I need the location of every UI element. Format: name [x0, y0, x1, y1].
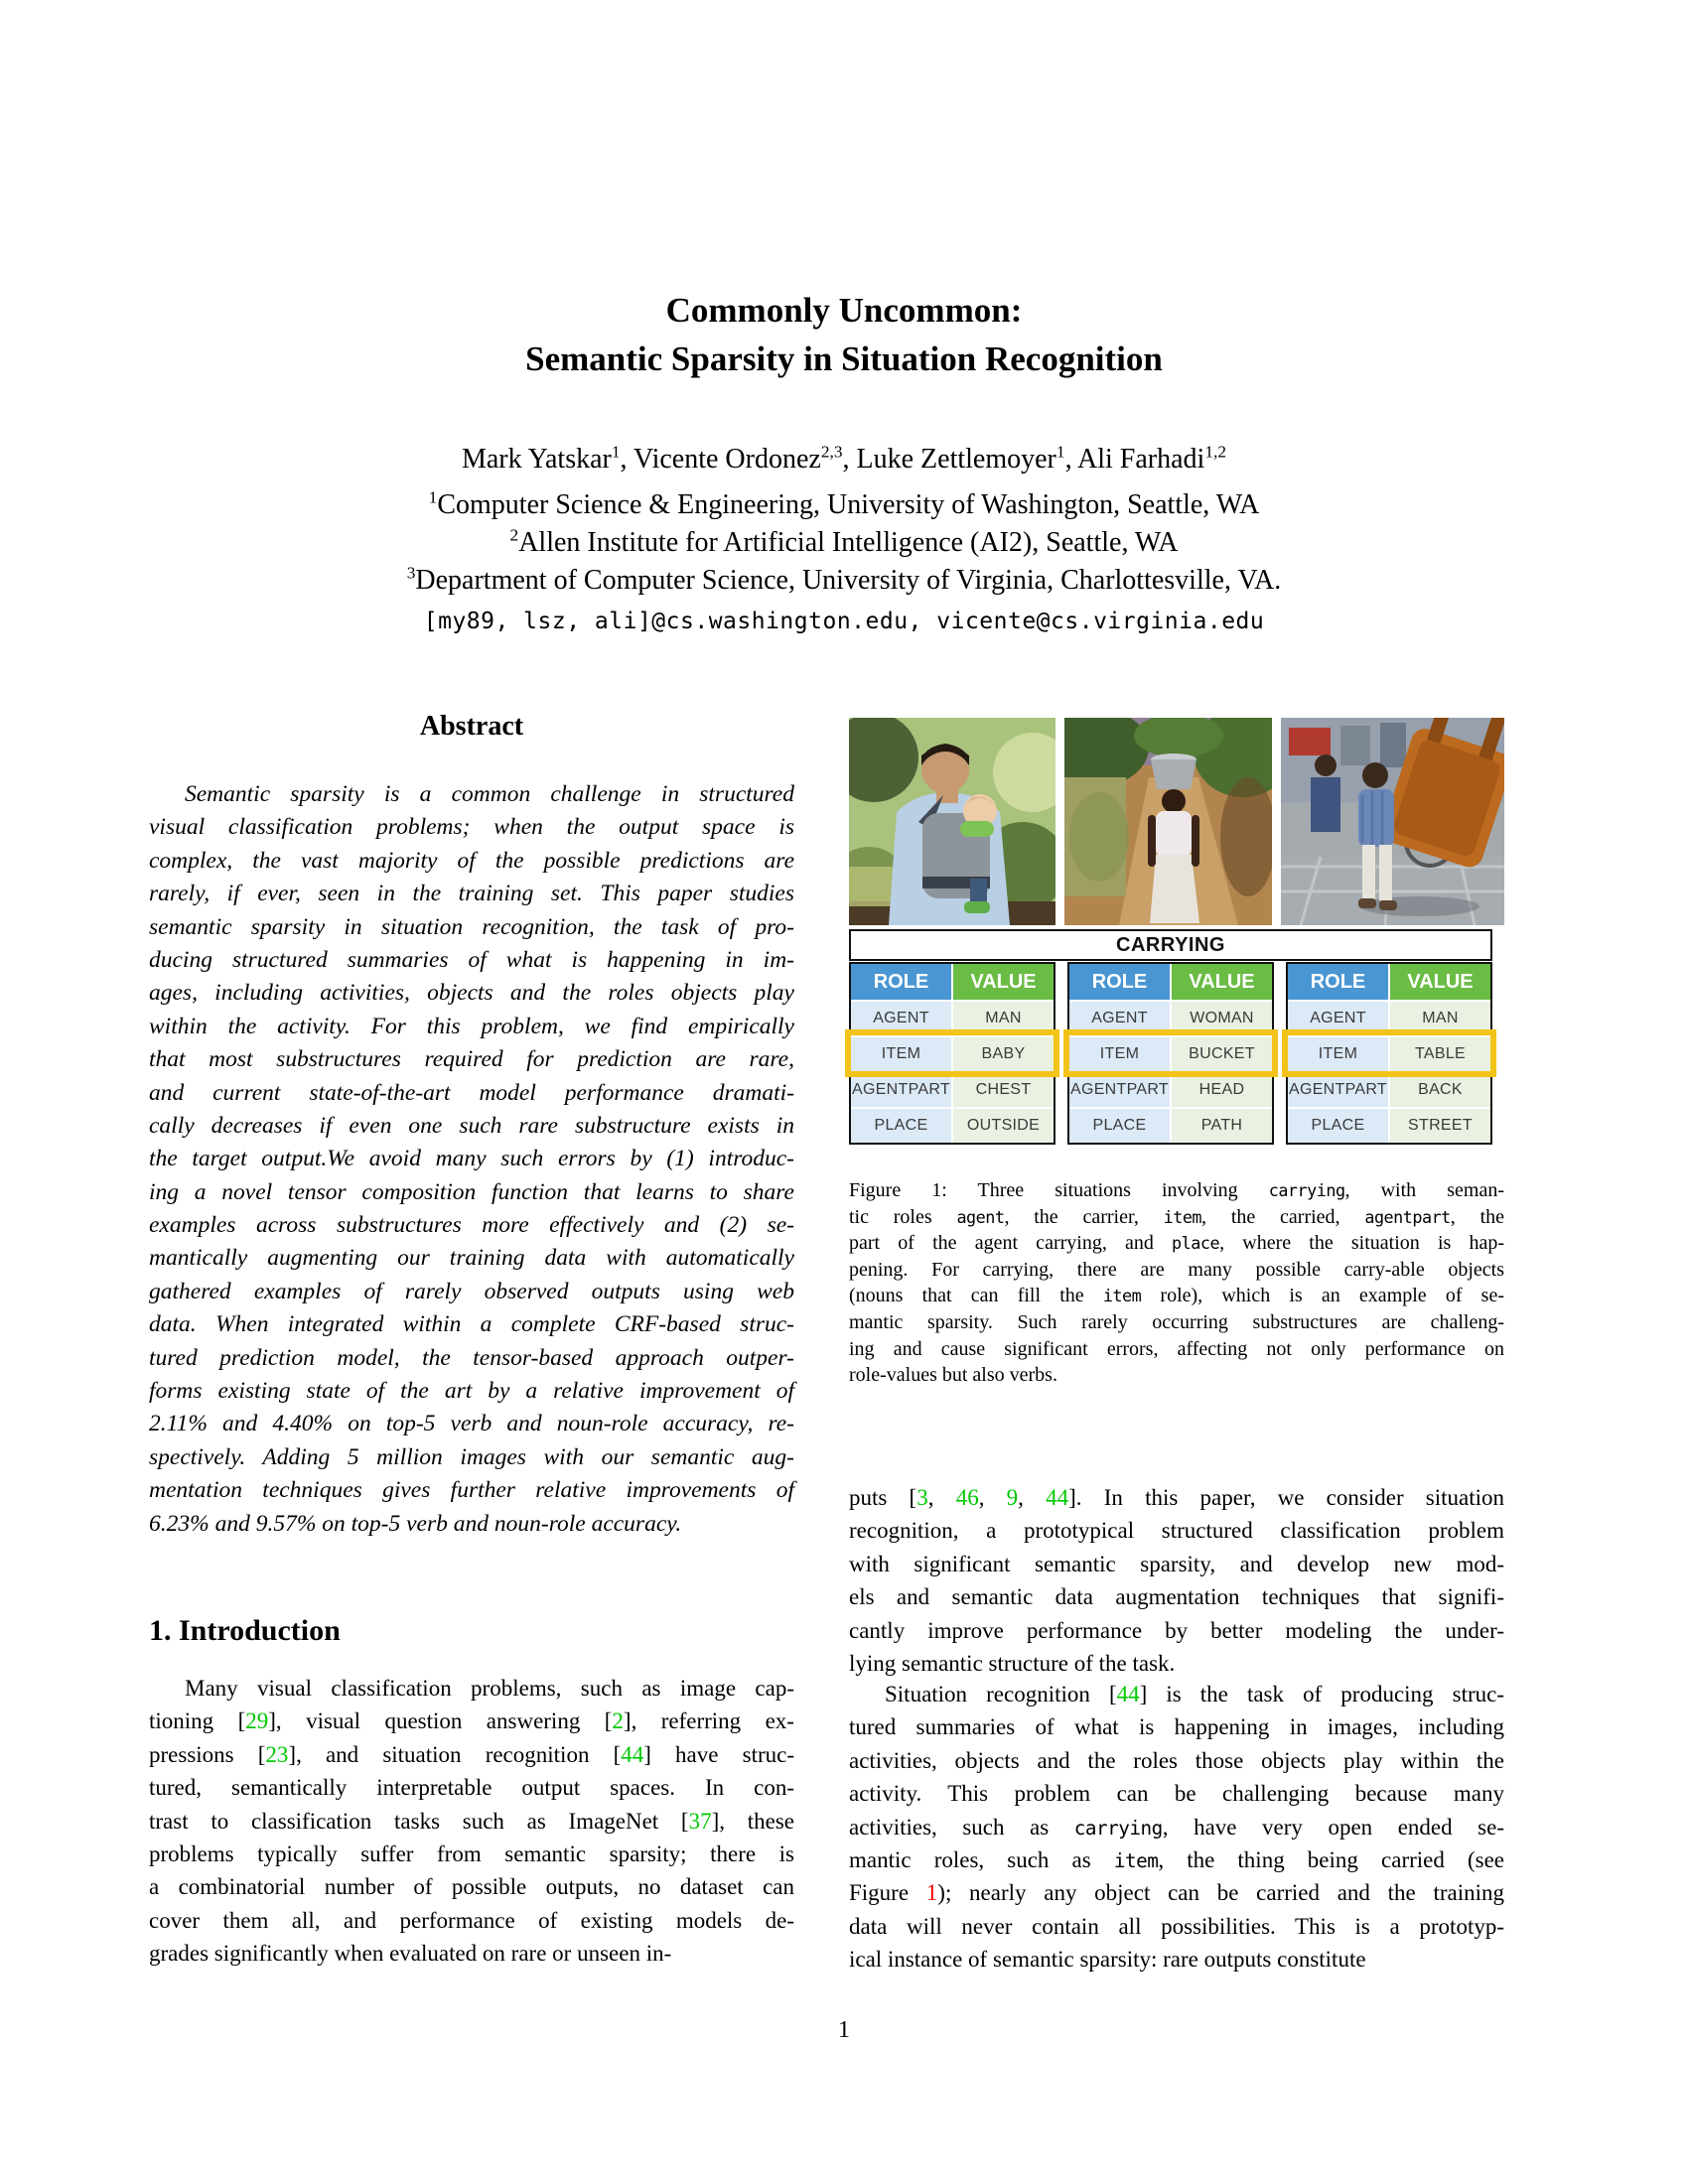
inline-code-text: item — [1113, 1848, 1159, 1872]
figure-reference-link[interactable]: 1 — [925, 1880, 938, 1906]
citation-link[interactable]: 37 — [688, 1808, 712, 1834]
citation-link[interactable]: 3 — [916, 1485, 928, 1510]
role-cell: PLACE — [851, 1109, 953, 1143]
text-line: activity. This problem can be challenging because many — [849, 1781, 1504, 1807]
text-line: puts [3, 46, 9, 44]. In this paper, we consider situation — [849, 1485, 1505, 1510]
table-header-row — [1288, 964, 1490, 1000]
text-line: pening. For carrying, there are many possible carry-able objects — [849, 1258, 1504, 1281]
inline-code-text: place — [1172, 1233, 1220, 1254]
text-line: ducing structured summaries of what is happening in im- — [149, 946, 794, 973]
figure1-photos — [849, 718, 1504, 925]
text-line: Situation recognition [44] is the task of producing struc- — [885, 1682, 1505, 1706]
value-header-cell: VALUE — [953, 964, 1054, 1000]
value-cell: OUTSIDE — [953, 1109, 1054, 1143]
text-line: and current state-of-the-art model performance dramati- — [149, 1079, 794, 1106]
superscript: 1 — [1055, 442, 1065, 462]
introduction-paragraph-right-1 — [849, 1481, 1504, 1680]
text-line: Mark Yatskar$^1$, Vicente Ordonez$^{2,3}$, Luke Zettlemoyer$^1$, Ali Farhadi$^{1,2}$ — [461, 442, 1227, 475]
value-header-cell: VALUE — [1172, 964, 1272, 1000]
text-line: rarely, if ever, seen in the training set. This paper studies — [149, 881, 794, 907]
value-cell: HEAD — [1172, 1073, 1272, 1107]
text-line: tured summaries of what is happening in images, including — [849, 1714, 1504, 1740]
page-number: 1 — [838, 2017, 850, 2043]
text-line: $^2$Allen Institute for Artificial Intelligence (AI2), Seattle, WA — [509, 525, 1179, 558]
role-cell: AGENT — [851, 1002, 953, 1035]
value-cell: CHEST — [953, 1073, 1054, 1107]
superscript: 2 — [509, 525, 519, 545]
text-line: tured, semantically interpretable output spaces. In con- — [149, 1775, 794, 1801]
abstract-heading: Abstract — [419, 711, 524, 742]
text-line: mantically augmenting our training data with automatically — [149, 1245, 794, 1272]
text-line: tioning [29], visual question answering [2], referring ex- — [149, 1708, 794, 1734]
text-line: lying semantic structure of the task. — [849, 1650, 1176, 1676]
text-line: role-values but also verbs. — [849, 1364, 1057, 1387]
abstract-paragraph — [149, 778, 794, 1541]
citation-link[interactable]: 29 — [245, 1708, 269, 1734]
text-line: mentation techniques gives further relative improvements of — [149, 1477, 794, 1504]
role-table-3 — [1286, 962, 1492, 1145]
superscript: 2,3 — [820, 442, 843, 462]
role-cell: AGENTPART — [1288, 1073, 1390, 1107]
superscript: 1,2 — [1204, 442, 1227, 462]
table-header-row — [851, 964, 1054, 1000]
authors-line — [0, 444, 1688, 476]
citation-link[interactable]: 44 — [621, 1741, 644, 1767]
text-line: forms existing state of the art by a relative improvement of — [149, 1378, 794, 1405]
text-line: that most substructures required for prediction are rare, — [149, 1046, 794, 1073]
text-line: Figure 1); nearly any object can be carried and the training — [849, 1880, 1504, 1906]
text-line: Semantic sparsity is a common challenge in structured — [185, 781, 794, 807]
citation-link[interactable]: 44 — [1046, 1485, 1069, 1510]
role-cell: PLACE — [1288, 1109, 1390, 1143]
text-line: the target output.We avoid many such errors by (1) introduc- — [149, 1146, 794, 1172]
text-line: activities, such as carrying, have very open ended se- — [849, 1814, 1504, 1840]
table-header-row — [1069, 964, 1272, 1000]
inline-code-text: agent — [956, 1206, 1005, 1227]
table-row — [1288, 1107, 1490, 1143]
text-line: semantic sparsity in situation recognition, the task of pro- — [149, 913, 794, 940]
role-cell: AGENT — [1069, 1002, 1172, 1035]
text-line: trast to classification tasks such as ImageNet [37], these — [149, 1808, 794, 1834]
inline-code-text: item — [1163, 1206, 1202, 1227]
table-row — [851, 1071, 1054, 1107]
inline-code-text: carrying — [1073, 1816, 1163, 1840]
inline-code-text: carrying — [1268, 1180, 1345, 1200]
text-line: tic roles agent, the carrier, item, the carried, agentpart, the — [849, 1205, 1504, 1228]
value-header-cell: VALUE — [1390, 964, 1490, 1000]
table-row — [851, 1107, 1054, 1143]
email-line: [my89, lsz, ali]@cs.washington.edu, vicente@cs.virginia.edu — [423, 609, 1265, 634]
text-line: activities, objects and the roles those objects play within the — [849, 1747, 1504, 1773]
text-line: data. When integrated within a complete CRF-based struc- — [149, 1311, 794, 1338]
paper-title-line2: Semantic Sparsity in Situation Recognition — [525, 340, 1163, 378]
value-cell: BABY — [953, 1037, 1054, 1071]
text-line: $^3$Department of Computer Science, University of Virginia, Charlottesville, VA. — [406, 563, 1282, 596]
role-cell: AGENT — [1288, 1002, 1390, 1035]
value-cell: WOMAN — [1172, 1002, 1272, 1035]
introduction-heading: 1. Introduction — [149, 1614, 341, 1647]
text-line: els and semantic data augmentation techniques that signifi- — [849, 1584, 1504, 1610]
figure1-activity-label: CARRYING — [849, 929, 1492, 961]
citation-link[interactable]: 46 — [955, 1485, 979, 1510]
text-line: cally decreases if even one such rare substructure exists in — [149, 1112, 794, 1139]
text-line: Many visual classification problems, such as image cap- — [185, 1676, 794, 1701]
text-line: (nouns that can fill the item role), which is an example of se- — [849, 1285, 1505, 1307]
inline-code-text: agentpart — [1364, 1206, 1451, 1227]
photo-man-carrying-baby — [849, 718, 1055, 925]
value-cell: BACK — [1390, 1073, 1490, 1107]
table-row — [1288, 1071, 1490, 1107]
text-line: grades significantly when evaluated on rare or unseen in- — [149, 1941, 672, 1967]
role-table-2 — [1067, 962, 1274, 1145]
paper-title — [0, 286, 1688, 383]
text-line: visual classification problems; when the output space is — [149, 814, 794, 841]
text-line: examples across substructures more effectively and (2) se- — [149, 1212, 794, 1239]
table-row — [851, 1000, 1054, 1035]
photo-man-carrying-table — [1281, 718, 1504, 925]
table-row — [1069, 1107, 1272, 1143]
text-line: problems typically suffer from semantic sparsity; there is — [149, 1841, 795, 1866]
affiliations-block — [0, 486, 1688, 600]
item-highlight-row — [1069, 1035, 1272, 1071]
introduction-paragraph-left — [149, 1672, 794, 1971]
text-line: Figure 1: Three situations involving carrying, with seman- — [849, 1179, 1504, 1201]
text-line: ing and cause significant errors, affecting not only performance on — [849, 1337, 1504, 1360]
value-cell: PATH — [1172, 1109, 1272, 1143]
value-cell: MAN — [953, 1002, 1054, 1035]
text-line: data will never contain all possibilities. This is a prototyp- — [849, 1913, 1504, 1939]
role-cell: AGENTPART — [851, 1073, 953, 1107]
text-line: tured prediction model, the tensor-based approach outper- — [149, 1344, 794, 1371]
role-header-cell: ROLE — [851, 964, 953, 1000]
citation-link[interactable]: 9 — [1006, 1485, 1019, 1510]
superscript: 1 — [611, 442, 621, 462]
text-line: part of the agent carrying, and place, where the situation is hap- — [849, 1232, 1504, 1255]
item-highlight-row — [851, 1035, 1054, 1071]
introduction-paragraph-right-2 — [849, 1678, 1504, 1977]
citation-link[interactable]: 44 — [1116, 1682, 1140, 1706]
text-line: 2.11% and 4.40% on top-5 verb and noun-role accuracy, re- — [149, 1411, 794, 1437]
text-line: gathered examples of rarely observed outputs using web — [149, 1278, 794, 1304]
text-line: 6.23% and 9.57% on top-5 verb and noun-role accuracy. — [149, 1510, 682, 1537]
role-cell: ITEM — [1288, 1037, 1390, 1071]
item-highlight-row — [1288, 1035, 1490, 1071]
paper-title-line1: Commonly Uncommon: — [665, 291, 1023, 330]
text-line: pressions [23], and situation recognition [44] have struc- — [149, 1741, 794, 1767]
role-table-1 — [849, 962, 1055, 1145]
text-line: spectively. Adding 5 million images with our semantic aug- — [149, 1443, 794, 1470]
role-header-cell: ROLE — [1288, 964, 1390, 1000]
text-line: cover them all, and performance of existing models de- — [149, 1907, 794, 1933]
value-cell: TABLE — [1390, 1037, 1490, 1071]
table-row — [1069, 1000, 1272, 1035]
value-cell: BUCKET — [1172, 1037, 1272, 1071]
role-cell: ITEM — [1069, 1037, 1172, 1071]
role-header-cell: ROLE — [1069, 964, 1172, 1000]
figure1-caption — [849, 1177, 1504, 1389]
text-line: ages, including activities, objects and the roles objects play — [149, 980, 794, 1007]
photo-woman-carrying-bucket — [1064, 718, 1272, 925]
text-line: ical instance of semantic sparsity: rare outputs constitute — [849, 1947, 1366, 1973]
text-line: cantly improve performance by better modeling the under- — [849, 1617, 1504, 1643]
table-row — [1288, 1000, 1490, 1035]
text-line: $^1$Computer Science & Engineering, University of Washington, Seattle, WA — [428, 487, 1260, 520]
role-cell: PLACE — [1069, 1109, 1172, 1143]
superscript: 3 — [406, 563, 416, 583]
role-cell: ITEM — [851, 1037, 953, 1071]
inline-code-text: item — [1102, 1286, 1142, 1306]
superscript: 1 — [428, 487, 438, 507]
value-cell: STREET — [1390, 1109, 1490, 1143]
citation-link[interactable]: 23 — [265, 1741, 289, 1767]
citation-link[interactable]: 2 — [612, 1708, 624, 1734]
emphasis-text: semantic sparsity — [504, 1841, 681, 1866]
text-line: within the activity. For this problem, we find empirically — [149, 1013, 794, 1039]
text-line: ing a novel tensor composition function that learns to share — [149, 1178, 794, 1205]
text-line: complex, the vast majority of the possible predictions are — [149, 847, 794, 874]
text-line: mantic roles, such as item, the thing being carried (see — [849, 1846, 1504, 1872]
text-line: recognition, a prototypical structured classification problem — [849, 1518, 1504, 1544]
table-row — [1069, 1071, 1272, 1107]
text-line: mantic sparsity. Such rarely occurring substructures are challeng- — [849, 1310, 1504, 1333]
role-cell: AGENTPART — [1069, 1073, 1172, 1107]
text-line: a combinatorial number of possible outputs, no dataset can — [149, 1874, 794, 1900]
value-cell: MAN — [1390, 1002, 1490, 1035]
text-line: with significant semantic sparsity, and develop new mod- — [849, 1551, 1504, 1576]
